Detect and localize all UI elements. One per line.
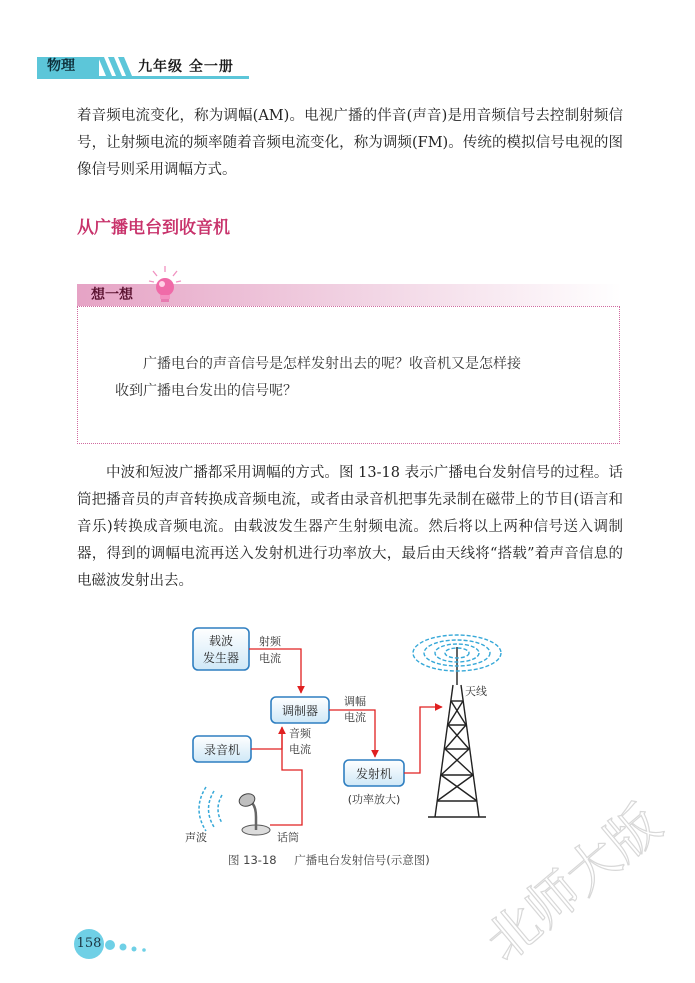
figure-number: 图 13-18 <box>228 853 277 867</box>
section-title: 从广播电台到收音机 <box>77 218 230 238</box>
carrier-generator-box <box>193 628 249 670</box>
figure-title: 广播电台发射信号(示意图) <box>294 853 430 867</box>
watermark <box>470 790 680 980</box>
header-underline <box>37 76 249 79</box>
book-title: 九年级 全一册 <box>138 59 234 75</box>
audio-current-label-1: 音频 <box>289 727 311 740</box>
transmitter-label: 发射机 <box>355 767 393 781</box>
carrier-generator-label-1: 载波 <box>208 634 234 648</box>
antenna-label: 天线 <box>465 685 487 698</box>
recorder-arrow <box>251 727 282 749</box>
think-label: 想一想 <box>91 287 133 303</box>
transmitter-arrow <box>404 707 442 773</box>
transmitter-box <box>344 760 404 786</box>
audio-current-label-2: 电流 <box>289 743 311 756</box>
think-question <box>115 351 585 405</box>
microphone-label: 话筒 <box>277 831 299 844</box>
modulator-box <box>271 697 329 723</box>
page-number: 158 <box>74 929 104 959</box>
rf-current-label-2: 电流 <box>259 652 281 665</box>
am-current-label-2: 电流 <box>344 711 366 724</box>
page-dots-decoration <box>102 935 162 955</box>
modulator-label: 调制器 <box>281 704 319 718</box>
think-question-line-1: 广播电台的声音信号是怎样发射出去的呢？收音机又是怎样接 <box>143 356 521 372</box>
sound-wave-label: 声波 <box>185 831 207 844</box>
am-current-label-1: 调幅 <box>344 695 366 708</box>
header-stripes-decoration <box>96 57 140 76</box>
recorder-box <box>193 736 251 762</box>
recorder-label: 录音机 <box>203 743 241 757</box>
body-paragraph-2 <box>77 460 623 595</box>
watermark-text: 北师大版 <box>474 793 673 974</box>
page-header <box>0 0 695 80</box>
think-question-line-2: 收到广播电台发出的信号呢？ <box>115 383 297 399</box>
figure-caption <box>228 852 444 868</box>
microphone-icon <box>237 792 270 835</box>
lightbulb-icon <box>148 264 182 306</box>
body-paragraph-1: 着音频电流变化，称为调幅(AM)。电视广播的伴音(声音)是用音频信号去控制射频信号，让射频电流的频率随着音频电流变化，称为调频(FM)。传统的模拟信号电视的图像信号则采用调幅方式。 <box>77 108 623 178</box>
amplify-label: (功率放大) <box>347 793 401 806</box>
rf-current-label-1: 射频 <box>259 635 281 648</box>
carrier-generator-label-2: 发生器 <box>202 651 240 665</box>
body-paragraph-2-text: 中波和短波广播都采用调幅的方式。图 13-18 表示广播电台发射信号的过程。话筒把播音员的声音转换成音频电流，或者由录音机把事先录制在磁带上的节目(语言和音乐)转换成音频电流。由载波发生器产生射频电流。然后将以上两种信号送入调制器，得到的调幅电流再送入发射机进行功率放大，最后由天线将“搭载”着声音信息的电磁波发射出去。 <box>77 465 623 589</box>
sound-wave-icon <box>199 787 222 831</box>
subject-tab: 物理 <box>37 57 99 76</box>
